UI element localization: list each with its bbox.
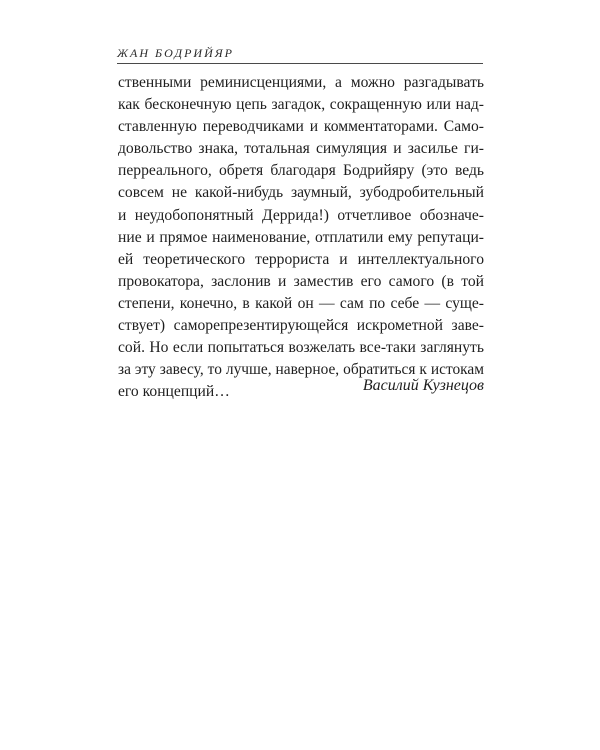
text-line: ставленную переводчиками и комментаторами. Само-	[118, 118, 484, 136]
text-line: ей теоретического террориста и интеллектуального	[118, 250, 484, 268]
text-line: за эту завесу, то лучше, наверное, обратиться к истокам	[118, 361, 484, 379]
text-line: ственными реминисценциями, а можно разгадывать	[118, 74, 484, 91]
text-line: совсем не какой-нибудь заумный, зубодробительный	[118, 184, 484, 202]
running-head: ЖАН БОДРИЙЯР	[117, 46, 234, 60]
text-line: ние и прямое наименование, отплатили ему репутаци-	[118, 228, 484, 246]
text-line: довольство знака, тотальная симуляция и засилье ги-	[118, 140, 484, 158]
header-rule	[117, 63, 483, 64]
text-line: и неудобопонятный Деррида!) отчетливое обозначе-	[118, 206, 484, 224]
author-signature: Василий Кузнецов	[362, 377, 484, 394]
text-line: сой. Но если попытаться возжелать все-таки заглянуть	[118, 339, 484, 357]
text-line: степени, конечно, в какой он — сам по себе — суще-	[118, 294, 484, 312]
text-line: ствует) саморепрезентирующейся искрометной заве-	[118, 317, 484, 335]
text-line: как бесконечную цепь загадок, сокращенную или над-	[118, 96, 484, 114]
body-paragraph	[118, 72, 484, 403]
text-line: перреального, обретя благодаря Бодрийяру (это ведь	[118, 162, 484, 180]
text-line-last: его концепций…	[118, 383, 230, 401]
text-line: провокатора, заслонив и заместив его самого (в той	[118, 272, 484, 290]
